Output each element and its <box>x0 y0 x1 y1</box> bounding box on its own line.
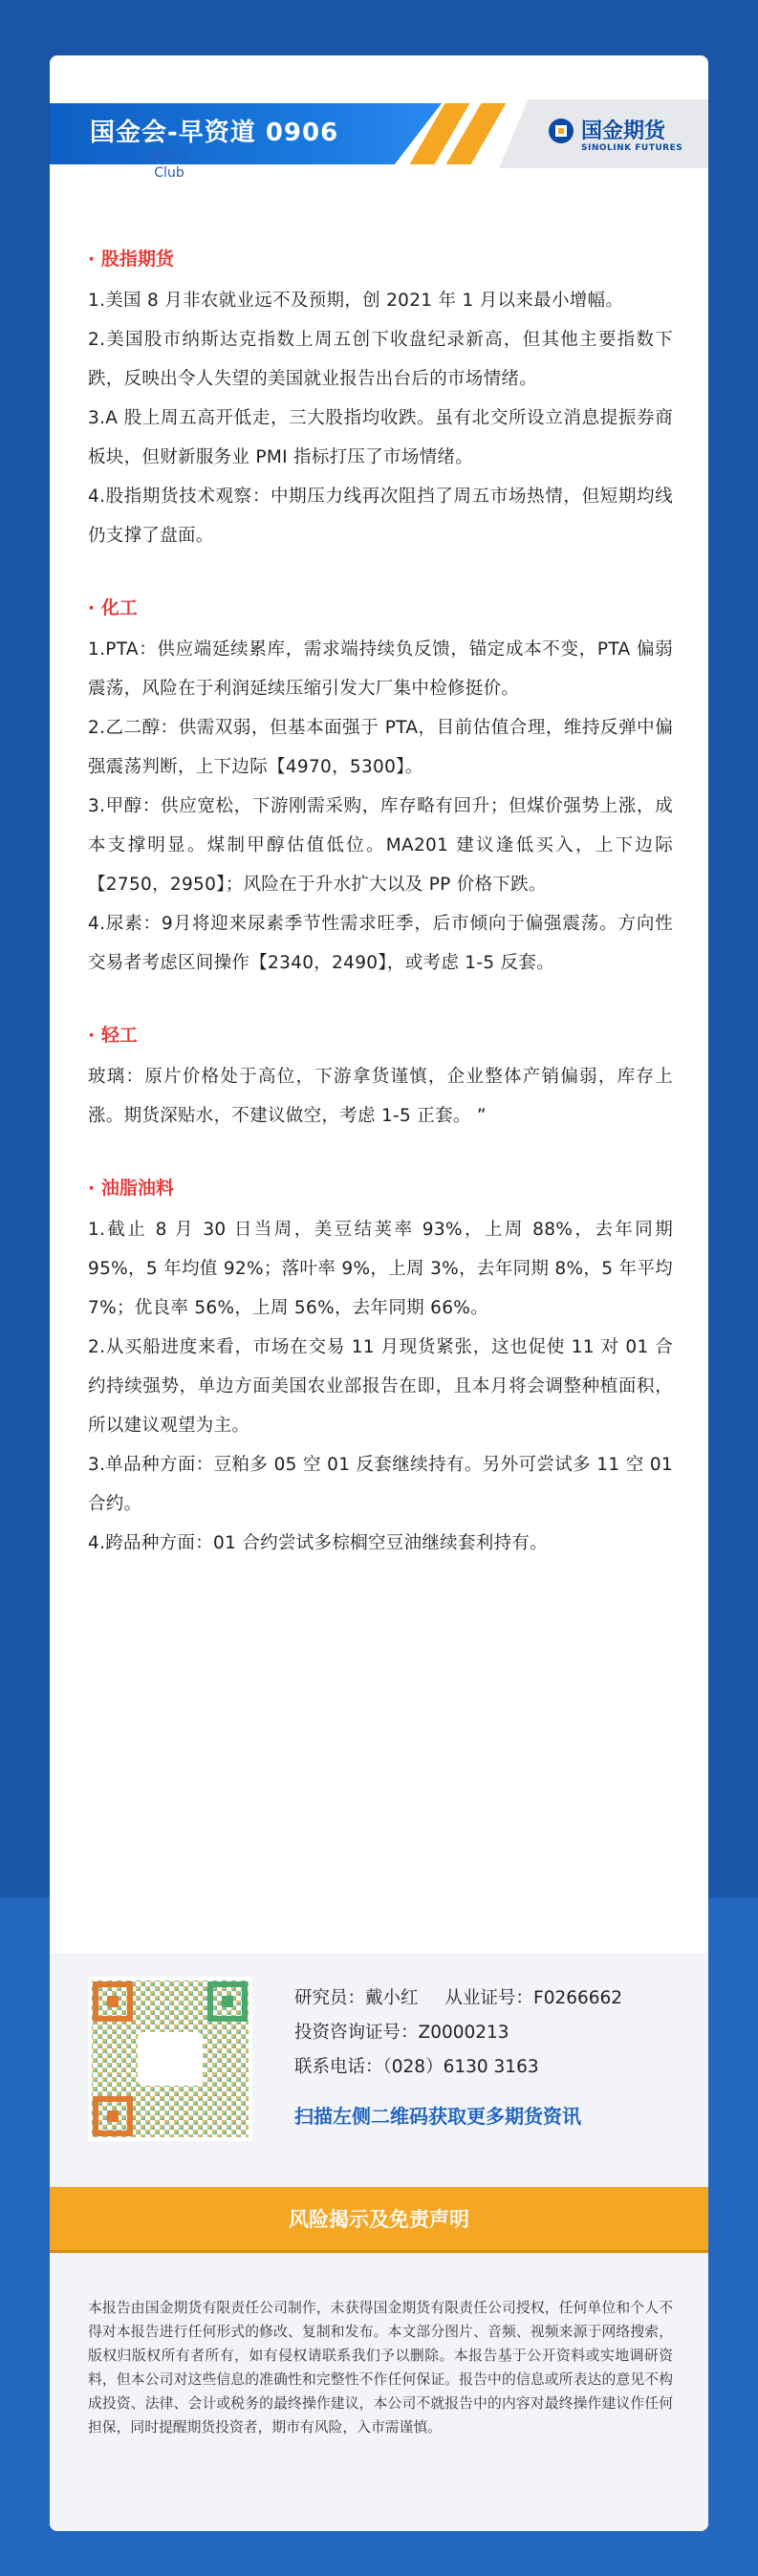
paragraph: 4.尿素：9月将迎来尿素季节性需求旺季，后市倾向于偏强震荡。方向性交易者考虑区间操作【2340，2490】，或考虑 1-5 反套。 <box>88 914 673 973</box>
report-card <box>50 55 708 2531</box>
scan-prompt: 扫描左侧二维码获取更多期货资讯 <box>294 2105 581 2128</box>
paragraph: 3.甲醇：供应宽松，下游刚需采购，库存略有回升；但煤价强势上涨，成本支撑明显。煤制甲醇估值低位。MA201 建议逢低买入，上下边际【2750，2950】；风险在于升水扩大以及 PP 价格下跌。 <box>88 796 673 895</box>
sinolink-logo-icon <box>547 117 575 145</box>
phone-line <box>294 2050 696 2085</box>
logo-text-cn: 国金期货 <box>581 119 666 143</box>
consult-number: Z0000213 <box>418 2023 509 2043</box>
consult-label: 投资咨询证号： <box>294 2023 419 2043</box>
section-title: · 油脂油料 <box>88 1178 174 1199</box>
qr-club-label <box>117 147 222 182</box>
phone-label: 联系电话： <box>294 2057 383 2077</box>
paragraph: 2.乙二醇：供需双弱，但基本面强于 PTA，目前估值合理，维持反弹中偏强震荡判断，上下边际【4970，5300】。 <box>88 718 673 777</box>
section-light-industry <box>88 1021 673 1136</box>
paragraph: 2.美国股市纳斯达克指数上周五创下收盘纪录新高，但其他主要指数下跌，反映出令人失望的美国就业报告出台后的市场情绪。 <box>88 330 673 389</box>
report-content <box>88 245 673 1601</box>
section-chemicals <box>88 594 673 983</box>
qr-label-line2: Club <box>154 165 184 181</box>
paragraph: 3.A 股上周五高开低走，三大股指均收跌。虽有北交所设立消息提振券商板块，但财新服务业 PMI 指标打压了市场情绪。 <box>88 408 673 467</box>
section-title: · 轻工 <box>88 1025 138 1046</box>
risk-title: 风险揭示及免责声明 <box>289 2208 469 2231</box>
paragraph: 1.美国 8 月非农就业远不及预期，创 2021 年 1 月以来最小增幅。 <box>88 291 624 311</box>
researcher-line <box>294 1981 696 2016</box>
paragraph: 3.单品种方面：豆粕多 05 空 01 反套继续持有。另外可尝试多 11 空 01 合约。 <box>88 1455 673 1514</box>
paragraph: 1.截止 8 月 30 日当周，美豆结荚率 93%，上周 88%，去年同期 95%，5 年均值 92%；落叶率 9%，上周 3%，去年同期 8%，5 年平均 7%；优良率 56%，上周 56%，去年同期 66%。 <box>88 1220 673 1318</box>
section-index-futures <box>88 245 673 555</box>
contact-info <box>294 1981 696 2085</box>
researcher-name: 戴小红 <box>365 1988 419 2008</box>
paragraph: 1.PTA：供应端延续累库，需求端持续负反馈，锚定成本不变，PTA 偏弱震荡，风险在于利润延续压缩引发大厂集中检修挺价。 <box>88 639 673 699</box>
section-title: · 化工 <box>88 597 138 618</box>
disclaimer-text: 本报告由国金期货有限责任公司制作，未获得国金期货有限责任公司授权，任何单位和个人不得对本报告进行任何形式的修改、复制和发布。本文部分图片、音频、视频来源于网络搜索，版权归版权所有者所有，如有侵权请联系我们予以删除。本报告基于公开资料或实地调研资料，但本公司对这些信息的准确性和完整性不作任何保证。报告中的信息或所表达的意见不构成投资、法律、会计或税务的最终操作建议，本公司不就报告中的内容对最终操作建议作任何担保，同时提醒期货投资者，期市有风险，入市需谨慎。 <box>88 2300 673 2435</box>
paragraph: 4.股指期货技术观察：中期压力线再次阻挡了周五市场热情，但短期均线仍支撑了盘面。 <box>88 487 673 546</box>
license-label: 从业证号： <box>444 1988 534 2008</box>
paragraph: 4.跨品种方面：01 合约尝试多棕榈空豆油继续套利持有。 <box>88 1533 548 1553</box>
license-number: F0266662 <box>533 1988 623 2008</box>
phone-number[interactable]: （028）6130 3163 <box>382 2057 539 2077</box>
report-title: 国金会-早资道 0906 <box>90 119 339 147</box>
logo-text-en: SINOLINK FUTURES <box>581 143 683 153</box>
consult-line <box>294 2016 696 2050</box>
qr-label-line1: 国金会 <box>149 148 189 163</box>
section-title: · 股指期货 <box>88 249 174 270</box>
paragraph: 2.从买船进度来看，市场在交易 11 月现货紧张，这也促使 11 对 01 合约持续强势，单边方面美国农业部报告在即，且本月将会调整种植面积，所以建议观望为主。 <box>88 1337 673 1436</box>
paragraph: 玻璃：原片价格处于高位，下游拿货谨慎，企业整体产销偏弱，库存上涨。期货深贴水，不建议做空，考虑 1-5 正套。 ” <box>88 1067 673 1126</box>
section-oils-oilseeds <box>88 1174 673 1563</box>
researcher-label: 研究员： <box>294 1988 366 2008</box>
qr-code[interactable] <box>88 1977 252 2141</box>
